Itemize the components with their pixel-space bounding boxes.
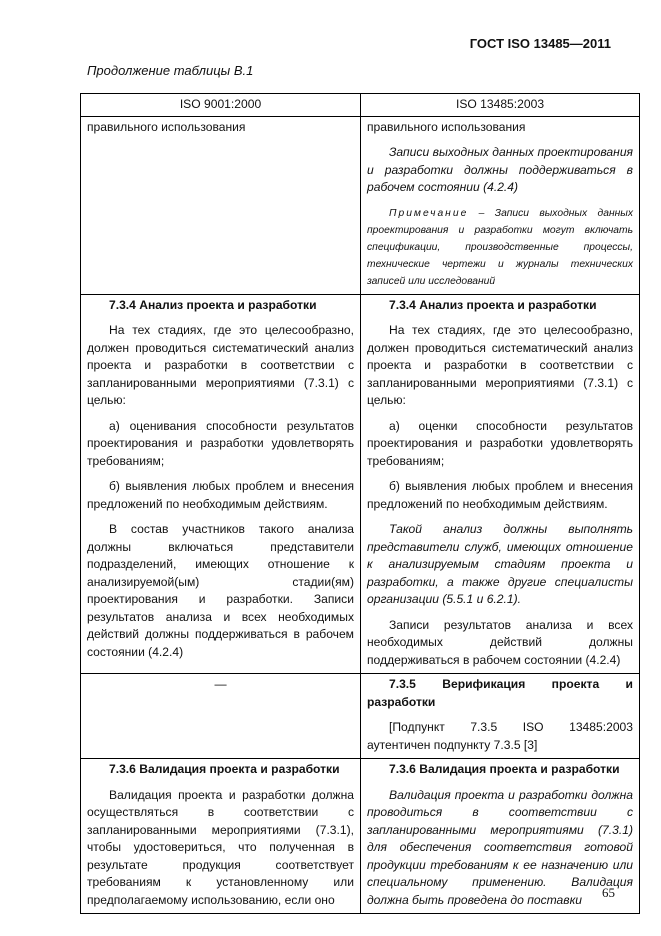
cell-left <box>81 294 361 674</box>
table-header-row <box>81 94 640 117</box>
table-row <box>81 116 640 294</box>
cell-right <box>361 674 640 759</box>
paragraph: б) выявления любых проблем и внесения предложений по необходимым действиям. <box>87 479 354 511</box>
dash: — <box>214 677 227 691</box>
cell-left <box>81 674 361 759</box>
table-caption: Продолжение таблицы В.1 <box>87 63 254 78</box>
paragraph: правильного использования <box>87 119 246 134</box>
paragraph: а) оценки способности результатов проектирования и разработки удовлетворять требованиям; <box>367 418 633 468</box>
paragraph: б) выявления любых проблем и внесения предложений по необходимым действиям. <box>367 479 633 511</box>
paragraph: На тех стадиях, где это целесообразно, должен проводиться систематический анализ проекта и разработки в соответствии с запланированными мероприятиями (7.3.1) с целью: <box>87 323 354 407</box>
paragraph: В состав участников такого анализа должны включаться представители подразделений, имеющих отношение к анализируемой(ым) стадии(ям) проектирования и разработки. Записи результатов анализа и всех необходимых действий должны поддерживаться в рабочем состоянии (4.2.4) <box>87 522 354 659</box>
comparison-table <box>80 93 640 914</box>
cell-right <box>361 294 640 674</box>
note-label: Примечание <box>389 207 469 219</box>
table-row <box>81 674 640 759</box>
table-row <box>81 294 640 674</box>
paragraph: Валидация проекта и разработки должна осуществляться в соответствии с запланированными мероприятиями (7.3.1), чтобы удостовериться, что полученная в результате продукция соответствует требованиям к установленному или предполагаемому использованию, если оно <box>87 787 354 907</box>
paragraph: Записи выходных данных проектирования и разработки должны поддерживаться в рабочем состоянии (4.2.4) <box>367 145 633 194</box>
paragraph: На тех стадиях, где это целесообразно, должен проводиться систематический анализ проекта и разработки в соответствии с запланированными мероприятиями (7.3.1) с целью: <box>367 323 633 407</box>
section-title: 7.3.6 Валидация проекта и разработки <box>109 762 340 776</box>
column-header-iso9001: ISO 9001:2000 <box>81 94 361 117</box>
paragraph: Такой анализ должны выполнять представители служб, имеющих отношение к анализируемым стадиям проекта и разработки, а также другие специалисты организации (5.5.1 и 6.2.1). <box>367 522 633 606</box>
section-title: 7.3.4 Анализ проекта и разработки <box>109 297 317 312</box>
paragraph: Записи результатов анализа и всех необходимых действий должны поддерживаться в рабочем состоянии (4.2.4) <box>367 617 633 667</box>
cell-left <box>81 116 361 294</box>
note-text: – Записи выходных данных проектирования и разработки могут включать спецификации, производственные процессы, технические чертежи и журналы технических записей или исследований <box>367 207 633 287</box>
paragraph: Валидация проекта и разработки должна проводиться в соответствии с запланированными мероприятиями (7.3.1) для обеспечения соответствия готовой продукции требованиям к ее назначению или специальному применению. Валидация должна быть проведена до поставки <box>367 787 633 907</box>
section-title: 7.3.6 Валидация проекта и разработки <box>389 762 620 776</box>
table-row <box>81 759 640 914</box>
section-title: 7.3.5 Верификация проекта и разработки <box>367 677 633 709</box>
cell-left <box>81 759 361 914</box>
document-code: ГОСТ ISO 13485—2011 <box>469 36 611 51</box>
note <box>367 205 633 290</box>
section-title: 7.3.4 Анализ проекта и разработки <box>389 297 597 312</box>
cell-right <box>361 116 640 294</box>
page-number: 65 <box>602 885 615 900</box>
paragraph: [Подпункт 7.3.5 ISO 13485:2003 аутентичен подпункту 7.3.5 [3] <box>367 720 633 752</box>
paragraph: правильного использования <box>367 119 526 134</box>
column-header-iso13485: ISO 13485:2003 <box>361 94 640 117</box>
cell-right <box>361 759 640 914</box>
paragraph: а) оценивания способности результатов проектирования и разработки удовлетворять требованиям; <box>87 418 354 468</box>
